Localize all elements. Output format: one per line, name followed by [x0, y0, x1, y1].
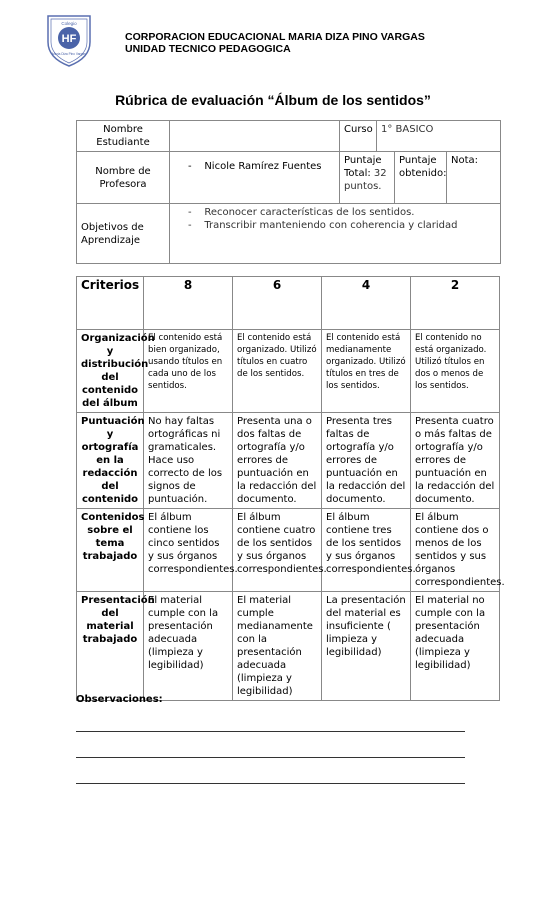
rubric-cell: El contenido no está organizado. Utilizó títulos en dos o menos de los sentidos. [411, 330, 500, 413]
nota-label: Nota: [447, 152, 501, 204]
school-logo [44, 12, 94, 68]
criterion-contenidos: Contenidos sobre el tema trabajado [77, 509, 144, 592]
criterion-presentacion: Presentación del material trabajado [77, 592, 144, 701]
teacher-bullet: - [188, 161, 205, 172]
criterion-ortografia: Puntuación y ortografía en la redacción del contenido [77, 413, 144, 509]
curso-label: Curso [340, 121, 377, 152]
teacher-label: Nombre de Profesora [77, 152, 170, 204]
rubric-header-2: 2 [411, 277, 500, 330]
table-row [77, 413, 500, 509]
header-line-2: UNIDAD TECNICO PEDAGOGICA [125, 43, 291, 55]
rubric-header-6: 6 [233, 277, 322, 330]
total-label: Puntaje Total: [344, 155, 382, 179]
rubric-header-8: 8 [144, 277, 233, 330]
curso-value: 1° BASICO [377, 121, 501, 152]
objectives-label: Objetivos de Aprendizaje [77, 204, 170, 264]
student-field[interactable] [170, 121, 340, 152]
obtained-label: Puntaje obtenido: [395, 152, 447, 204]
observation-line[interactable] [76, 731, 465, 732]
page-title: Rúbrica de evaluación “Álbum de los sentidos” [115, 92, 431, 108]
rubric-cell: Presenta una o dos faltas de ortografía y/o errores de puntuación en la redacción del documento. [233, 413, 322, 509]
table-row [77, 509, 500, 592]
rubric-cell: El material cumple con la presentación adecuada (limpieza y legibilidad) [144, 592, 233, 701]
teacher-value-cell [170, 152, 340, 204]
rubric-cell: El contenido está medianamente organizado. Utilizó títulos en tres de los sentidos. [322, 330, 411, 413]
rubric-table [76, 276, 505, 701]
criterion-organizacion: Organización y distribución del contenido del álbum [77, 330, 144, 413]
objective-item: - Reconocer características de los sentidos. [188, 207, 415, 218]
rubric-cell: Presenta cuatro o más faltas de ortografía y/o errores de puntuación en la redacción del documento. [411, 413, 500, 509]
logo-top-text: Colegio [61, 21, 77, 26]
total-cell [340, 152, 395, 204]
rubric-cell: El material cumple medianamente con la presentación adecuada (limpieza y legibilidad) [233, 592, 322, 701]
header-line-1: CORPORACION EDUCACIONAL MARIA DIZA PINO VARGAS [125, 31, 425, 43]
rubric-cell: No hay faltas ortográficas ni gramaticales. Hace uso correcto de los signos de puntuación. [144, 413, 233, 509]
observation-line[interactable] [76, 783, 465, 784]
rubric-cell: Presenta tres faltas de ortografía y/o errores de puntuación en la redacción del documento. [322, 413, 411, 509]
table-row [77, 592, 500, 701]
objectives-cell [170, 204, 501, 264]
rubric-cell: El álbum contiene dos o menos de los sentidos y sus órganos correspondientes. [411, 509, 500, 592]
student-label: Nombre Estudiante [77, 121, 170, 152]
rubric-cell: El álbum contiene tres de los sentidos y sus órganos correspondientes. [322, 509, 411, 592]
rubric-header-4: 4 [322, 277, 411, 330]
total-value: 32 puntos. [344, 168, 387, 192]
rubric-cell: El contenido está organizado. Utilizó títulos en cuatro de los sentidos. [233, 330, 322, 413]
observaciones-label: Observaciones: [76, 694, 163, 705]
rubric-cell: El material no cumple con la presentación adecuada (limpieza y legibilidad) [411, 592, 500, 701]
logo-bottom-text: María Diza Pino Vargas [52, 52, 86, 56]
rubric-header-criteria: Criterios [77, 277, 144, 330]
rubric-cell: La presentación del material es insuficiente ( limpieza y legibilidad) [322, 592, 411, 701]
rubric-cell: El álbum contiene los cinco sentidos y sus órganos correspondientes. [144, 509, 233, 592]
observation-line[interactable] [76, 757, 465, 758]
teacher-value: Nicole Ramírez Fuentes [204, 161, 322, 172]
rubric-cell: El contenido está bien organizado, usando títulos en cada uno de los sentidos. [144, 330, 233, 413]
logo-monogram: HF [61, 33, 77, 45]
rubric-cell: El álbum contiene cuatro de los sentidos y sus órganos correspondientes. [233, 509, 322, 592]
info-table [76, 120, 501, 264]
objective-item: - Transcribir manteniendo con coherencia y claridad [188, 220, 458, 231]
table-row [77, 330, 500, 413]
